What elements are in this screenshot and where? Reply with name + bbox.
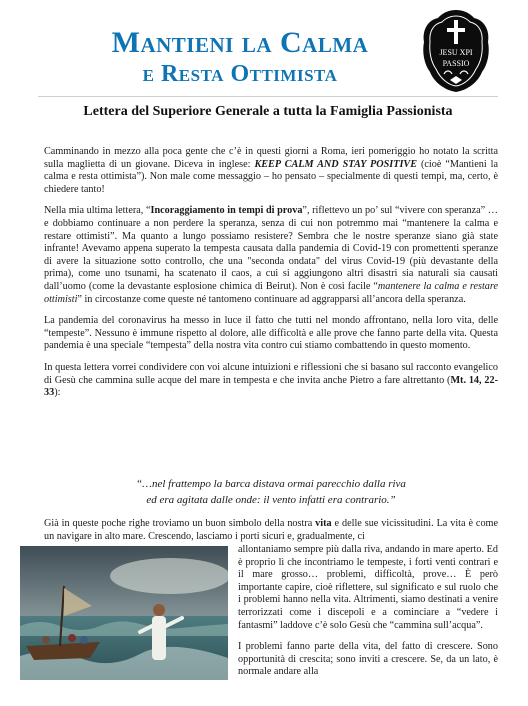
paragraph-3: La pandemia del coronavirus ha messo in luce il fatto che tutti nel mondo affrontano, nella loro vita, delle “tempeste”. Nessuno è immune rispetto al dolore, alle difficoltà e alle prove che fanno parte della vita. Questa pandemia è una speciale “tempesta” della nostra vita contro cui stiamo combattendo in questo momento.: [44, 315, 498, 352]
p1-text-a: Camminando in mezzo alla poca gente che c’è in questi giorni a Roma, ieri pomeriggio ho notato la scritta sulla maglietta di un giovane. Diceva in inglese:: [44, 146, 498, 170]
wrap-paragraph-1: allontaniamo sempre più dalla riva, andando in mare aperto. Ed è proprio lì che incontriamo le tempeste, i forti venti contrari e il mare grosso… problemi, difficoltà, prove… È però importante capire, cioè riflettere, sul significato e sul ruolo che i problemi hanno nella vita. Altrimenti, siamo destinati a venire terrorizzati come i discepoli e a cominciare a “vedere i fantasmi” laddove c’è solo Gesù che “cammina sull’acqua”.: [238, 544, 498, 631]
header-divider: [38, 96, 498, 97]
page-title: [60, 26, 420, 88]
p4-text-a: In questa lettera vorrei condividere con voi alcune intuizioni e riflessioni che si basano sul racconto evangelico di Gesù che cammina sulle acque del mare in tempesta e che invita anche Pietro a fare altrettanto (: [44, 361, 498, 386]
p5-text-c: e delle sue vicissitudini. La vita è come un navigare in alto mare. Crescendo, lasciamo i porti sicuri e, gradualmente, ci: [44, 518, 498, 542]
p1-slogan: KEEP CALM AND STAY POSITIVE: [254, 158, 418, 170]
title-line-1: Mantieni la Calma: [111, 26, 369, 59]
p5-bold-word: vita: [315, 518, 332, 529]
emblem-text-1: JESU XPI: [439, 48, 473, 57]
letter-body: [44, 146, 498, 409]
wrap-paragraph-2: I problemi fanno parte della vita, del fatto di crescere. Sono opportunità di crescita; sono inviti a crescere. Se, da un lato, è normale andare alla: [238, 641, 498, 678]
p4-text-c: ):: [54, 387, 61, 399]
p2-previous-letter-title: Incoraggiamento in tempi di prova: [150, 205, 303, 217]
emblem-text-2: PASSIO: [442, 59, 470, 68]
quote-line-2: ed era agitata dalle onde: il vento infatti era contrario.”: [146, 494, 396, 506]
p2-text-e: ” in circostanze come queste né tantomeno continuare ad aggrapparsi all’ancora della speranza.: [77, 293, 466, 305]
passionist-emblem-icon: [420, 8, 492, 94]
p2-text-a: Nella mia ultima lettera, “: [44, 205, 151, 217]
paragraph-5: [44, 518, 498, 543]
paragraph-4: [44, 362, 498, 400]
title-line-2: e Resta Ottimista: [142, 61, 338, 87]
wrapped-text-column: [238, 544, 498, 688]
p4-scripture-ref: Mt. 14, 22-33: [44, 374, 498, 399]
p1-text-c: (cioè “Mantieni la calma e resta ottimista”). Non male come messaggio – ho pensato – specialmente di questi tempi, ma, certo, è chiedere tanto!: [44, 158, 499, 195]
quote-line-1: “…nel frattempo la barca distava ormai parecchio dalla riva: [136, 478, 406, 490]
paragraph-2: [44, 205, 498, 306]
jesus-walking-on-water-painting: [20, 546, 228, 680]
p2-text-c: ”, riflettevo un po’ sul “vivere con speranza” … e dobbiamo continuare a non perdere la speranza, senza di cui non potremmo mai “mantenere la calma e restare ottimisti”. Ma quanto a lungo possiamo resistere? Sembra che le nostre speranze siano già state infrante! Avevamo appena superato la tempesta causata dalla pandemia di Covid-19 con promettenti speranze di avere la situazione sotto controllo, che una "seconda ondata" del virus Covid-19 (più devastante della prima), come uno tsunami, ha scatenato il caos, a cui si aggiungono altri disastri sia naturali sia causati dall’uomo (come la devastante esplosione chimica di Beirut). Non è così facile “: [44, 205, 498, 292]
p2-italic-phrase: mantenere la calma e restare ottimisti: [44, 280, 498, 305]
p5-text-a: Già in queste poche righe troviamo un buon simbolo della nostra: [44, 518, 316, 529]
scripture-quote: [44, 476, 498, 508]
letter-heading: Lettera del Superiore Generale a tutta la Famiglia Passionista: [83, 104, 453, 119]
paragraph-1: [44, 146, 498, 196]
